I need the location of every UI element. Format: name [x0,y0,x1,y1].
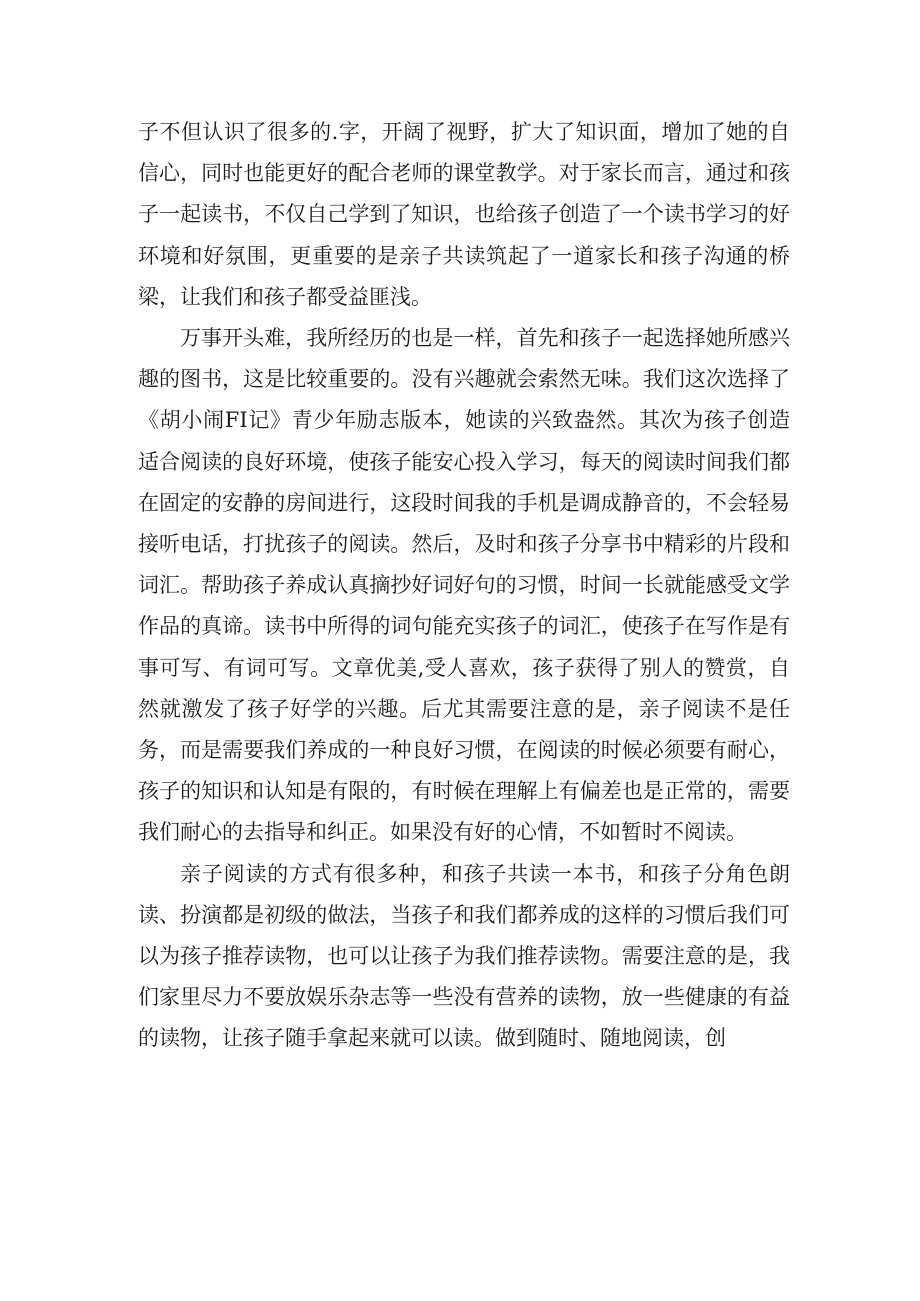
paragraph-3: 亲子阅读的方式有很多种，和孩子共读一本书，和孩子分角色朗读、扮演都是初级的做法，当孩子和我们都养成的这样的习惯后我们可以为孩子推荐读物，也可以让孩子为我们推荐读物。需要注意的是，我们家里尽力不要放娱乐杂志等一些没有营养的读物，放一些健康的有益的读物，让孩子随手拿起来就可以读。做到随时、随地阅读，创 [138,861,790,1051]
paragraph-2: 万事开头难，我所经历的也是一样，首先和孩子一起选择她所感兴趣的图书，这是比较重要的。没有兴趣就会索然无味。我们这次选择了《胡小闹FI记》青少年励志版本，她读的兴致盎然。其次为孩子创造适合阅读的良好环境，使孩子能安心投入学习，每天的阅读时间我们都在固定的安静的房间进行，这段时间我的手机是调成静音的，不会轻易接听电话，打扰孩子的阅读。然后，及时和孩子分享书中精彩的片段和词汇。帮助孩子养成认真摘抄好词好句的习惯，时间一长就能感受文学作品的真谛。读书中所得的词句能充实孩子的词汇，使孩子在写作是有事可写、有词可写。文章优美,受人喜欢，孩子获得了别人的赞赏，自然就激发了孩子好学的兴趣。后尤其需要注意的是，亲子阅读不是任务，而是需要我们养成的一种良好习惯，在阅读的时候必须要有耐心，孩子的知识和认知是有限的，有时候在理解上有偏差也是正常的，需要我们耐心的去指导和纠正。如果没有好的心情，不如暂时不阅读。 [138,326,790,845]
paragraph-1: 子不但认识了很多的.字，开阔了视野，扩大了知识面，增加了她的自信心，同时也能更好的配合老师的课堂教学。对于家长而言，通过和孩子一起读书，不仅自己学到了知识，也给孩子创造了一个读书学习的好环境和好氛围，更重要的是亲子共读筑起了一道家长和孩子沟通的桥梁，让我们和孩子都受益匪浅。 [138,120,790,309]
document-body [138,112,790,1060]
